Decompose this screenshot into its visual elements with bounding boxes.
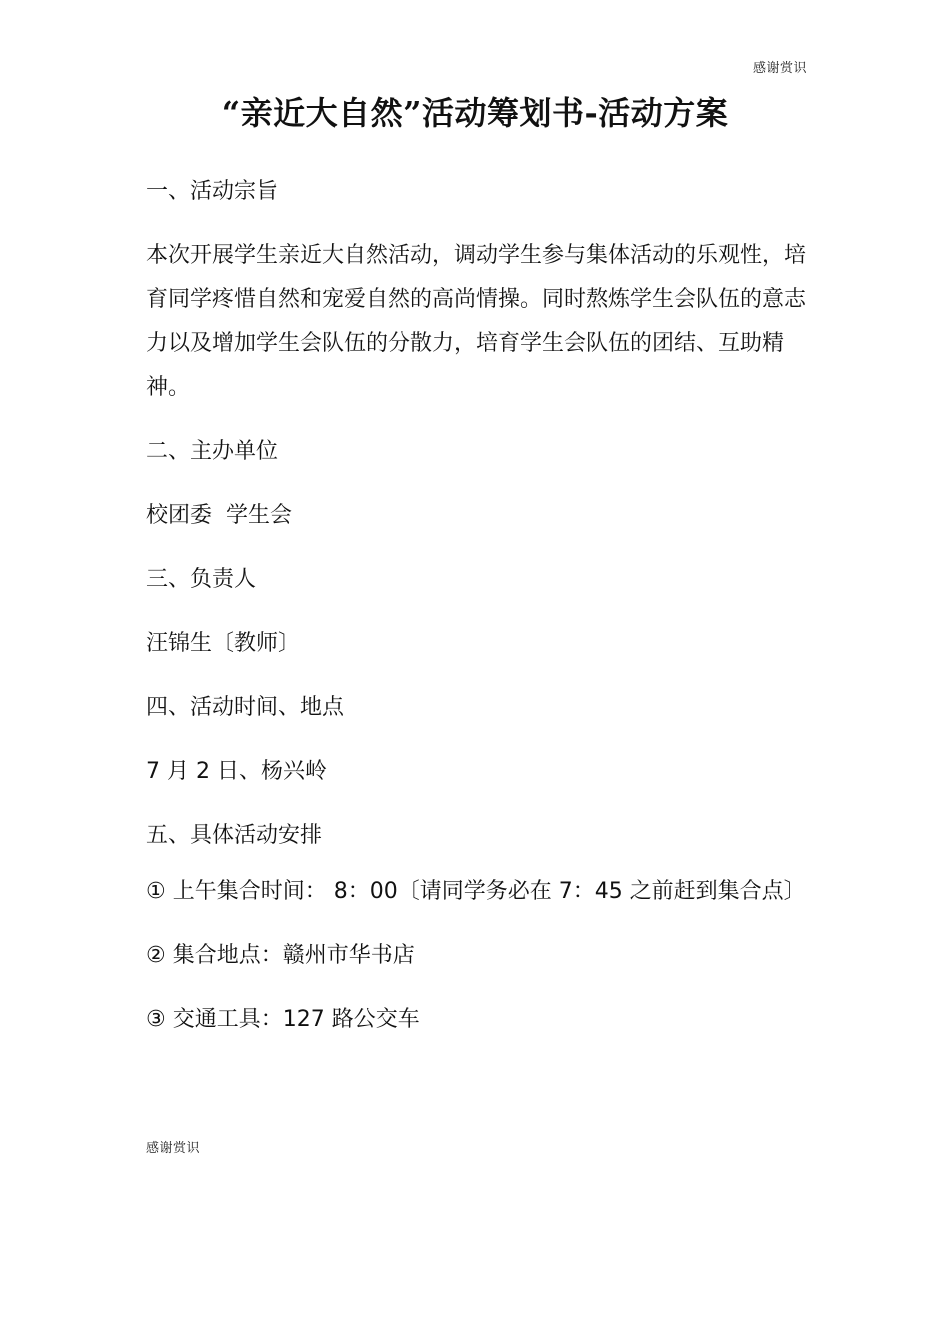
document-body	[146, 170, 806, 1062]
schedule-item: ③ 交通工具：127 路公交车	[146, 1007, 420, 1032]
organizer-text: 校团委 学生会	[146, 503, 292, 528]
header-note: 感谢赏识	[752, 61, 807, 76]
leader-text: 汪锦生〔教师〕	[146, 631, 301, 656]
section-heading-leader: 三、负责人	[146, 567, 257, 592]
schedule-item: ② 集合地点：赣州市华书店	[146, 943, 415, 968]
document-title: “亲近大自然”活动筹划书-活动方案	[221, 94, 729, 132]
section-heading-time-place: 四、活动时间、地点	[146, 695, 345, 720]
section-heading-organizer: 二、主办单位	[146, 439, 279, 464]
footer-note: 感谢赏识	[146, 1141, 201, 1156]
time-place-text: 7 月 2 日、杨兴岭	[146, 759, 327, 784]
schedule-item: ① 上午集合时间： 8：00〔请同学务必在 7：45 之前赶到集合点〕	[146, 879, 806, 904]
section-heading-purpose: 一、活动宗旨	[146, 179, 279, 204]
section-heading-schedule: 五、具体活动安排	[146, 823, 323, 848]
purpose-paragraph: 本次开展学生亲近大自然活动，调动学生参与集体活动的乐观性，培育同学疼惜自然和宠爱自然的高尚情操。同时熬炼学生会队伍的意志力以及增加学生会队伍的分散力，培育学生会队伍的团结、互助精神。	[146, 243, 807, 400]
